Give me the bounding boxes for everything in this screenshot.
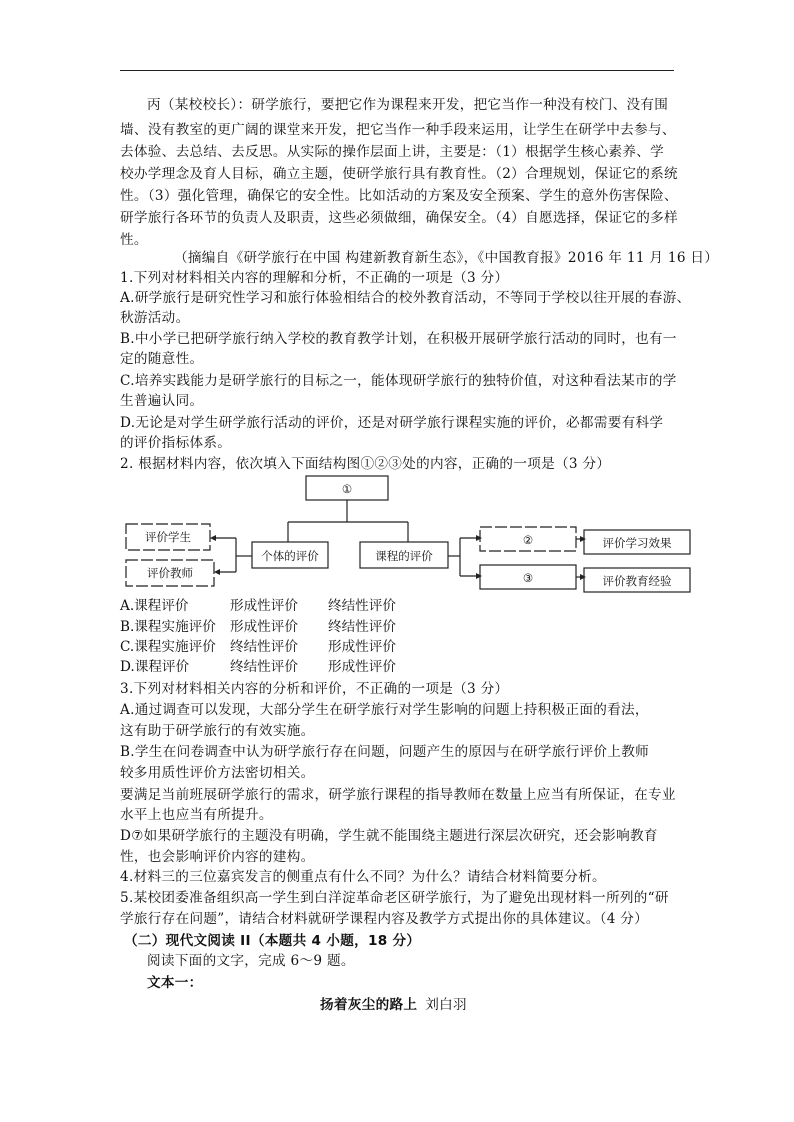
q1-line: A.研学旅行是研究性学习和旅行体验相结合的校外教育活动，不等同于学校以往开展的春游、 (120, 290, 691, 306)
passage-line: 性。（3）强化管理，确保它的安全性。比如活动的方案及安全预案、学生的意外伤害保险、 (120, 188, 678, 204)
passage-line: 墙、没有教室的更广阔的课堂来开发，把它当作一种手段来运用，让学生在研学中去参与、 (120, 122, 676, 138)
q3-stem: 3.下列对材料相关内容的分析和评价，不正确的一项是（3 分） (120, 681, 509, 697)
q2-option-col3: 形成性评价 (328, 639, 396, 655)
diagram-label-individual: 个体的评价 (261, 549, 319, 563)
header-rule (120, 70, 674, 71)
diagram-label-2: ② (522, 533, 534, 547)
q3-line: 这有助于研学旅行的有效实施。 (120, 723, 315, 739)
q3-line: D⑦如果研学旅行的主题没有明确，学生就不能围绕主题进行深层次研究，还会影响教育 (120, 828, 658, 844)
q1-line: 定的随意性。 (120, 351, 204, 367)
q1-line: 的评价指标体系。 (120, 435, 232, 451)
diagram-label-teachers: 评价教师 (147, 566, 193, 580)
text-label: 文本一： (147, 975, 203, 991)
passage-line: 丙（某校校长）：研学旅行，要把它作为课程来开发，把它当作一种没有校门、没有围 (147, 97, 669, 113)
q2-option-col2: 形成性评价 (230, 598, 298, 614)
q2-option-col3: 终结性评价 (328, 598, 396, 614)
diagram-label-students: 评价学生 (145, 530, 191, 544)
q2-option-label: B.课程实施评价 (120, 619, 216, 635)
passage-line: 性。 (120, 232, 148, 248)
q2-option-col3: 形成性评价 (328, 659, 396, 675)
q3-line: 较多用质性评价方法密切相关。 (120, 765, 315, 781)
q2-option-label: A.课程评价 (120, 598, 189, 614)
section-heading: （二）现代文阅读 II（本题共 4 小题，18 分） (124, 933, 421, 949)
q5-line: 5.某校团委准备组织高一学生到白洋淀革命老区研学旅行，为了避免出现材料一所列的“研 (120, 890, 669, 906)
passage-line: 去体验、去总结、去反思。从实际的操作层面上讲，主要是：（1）根据学生核心素养、学 (120, 144, 665, 160)
q2-option-label: C.课程实施评价 (120, 639, 216, 655)
q3-line: B.学生在问卷调查中认为研学旅行存在问题，问题产生的原因与在研学旅行评价上教师 (120, 744, 649, 760)
diagram-label-learning: 评价学习效果 (602, 536, 672, 550)
q5-line: 学旅行存在问题”，请结合材料就研学课程内容及教学方式提出你的具体建议。（4 分） (120, 911, 649, 927)
article-title-line (320, 996, 467, 1014)
q3-line: 性，也会影响评价内容的建构。 (120, 849, 315, 865)
section-instruction: 阅读下面的文字，完成 6～9 题。 (147, 953, 355, 969)
q1-line: B.中小学已把研学旅行纳入学校的教育教学计划，在积极开展研学旅行活动的同时，也有一 (120, 331, 677, 347)
q2-option-col2: 形成性评价 (230, 619, 298, 635)
passage-line: 校办学理念及育人目标，确立主题，使研学旅行具有教育性。（2）合理规划，保证它的系统 (120, 166, 678, 182)
diagram-label-3: ③ (522, 571, 534, 585)
diagram-label-top: ① (341, 482, 353, 496)
article-author: 刘白羽 (425, 997, 467, 1013)
article-title: 扬着灰尘的路上 (320, 997, 418, 1013)
diagram-label-course: 课程的评价 (375, 549, 433, 563)
passage-line: 研学旅行各环节的负责人及职责，这些必须做细，确保安全。（4）自愿选择，保证它的多样 (120, 210, 678, 226)
q2-option-col2: 终结性评价 (230, 659, 298, 675)
q1-line: 秋游活动。 (120, 310, 190, 326)
structure-diagram (120, 472, 695, 598)
q1-line: 生普遍认同。 (120, 393, 204, 409)
q1-line: D.无论是对学生研学旅行活动的评价，还是对研学旅行课程实施的评价，必都需要有科学 (120, 415, 664, 431)
q3-line: 要满足当前班展研学旅行的需求，研学旅行课程的指导教师在数量上应当有所保证，在专业 (120, 787, 676, 803)
q2-option-label: D.课程评价 (120, 659, 190, 675)
source-citation: （摘编自《研学旅行在中国 构建新教育新生态》，《中国教育报》2016 年 11 月 16 日） (174, 250, 719, 266)
q2-option-col3: 终结性评价 (328, 619, 396, 635)
q2-option-col2: 终结性评价 (230, 639, 298, 655)
q3-line: 水平上也应当有所提升。 (120, 807, 273, 823)
q1-line: C.培养实践能力是研学旅行的目标之一，能体现研学旅行的独特价值，对这种看法某市的学 (120, 373, 677, 389)
q4-stem: 4.材料三的三位嘉宾发言的侧重点有什么不同？为什么？请结合材料简要分析。 (120, 869, 606, 885)
q2-stem: 2. 根据材料内容，依次填入下面结构图①②③处的内容，正确的一项是（3 分） (120, 456, 611, 472)
diagram-label-experience: 评价教育经验 (602, 574, 672, 588)
q3-line: A.通过调查可以发现，大部分学生在研学旅行对学生影响的问题上持积极正面的看法， (120, 702, 649, 718)
q1-stem: 1.下列对材料相关内容的理解和分析，不正确的一项是（3 分） (120, 270, 509, 286)
